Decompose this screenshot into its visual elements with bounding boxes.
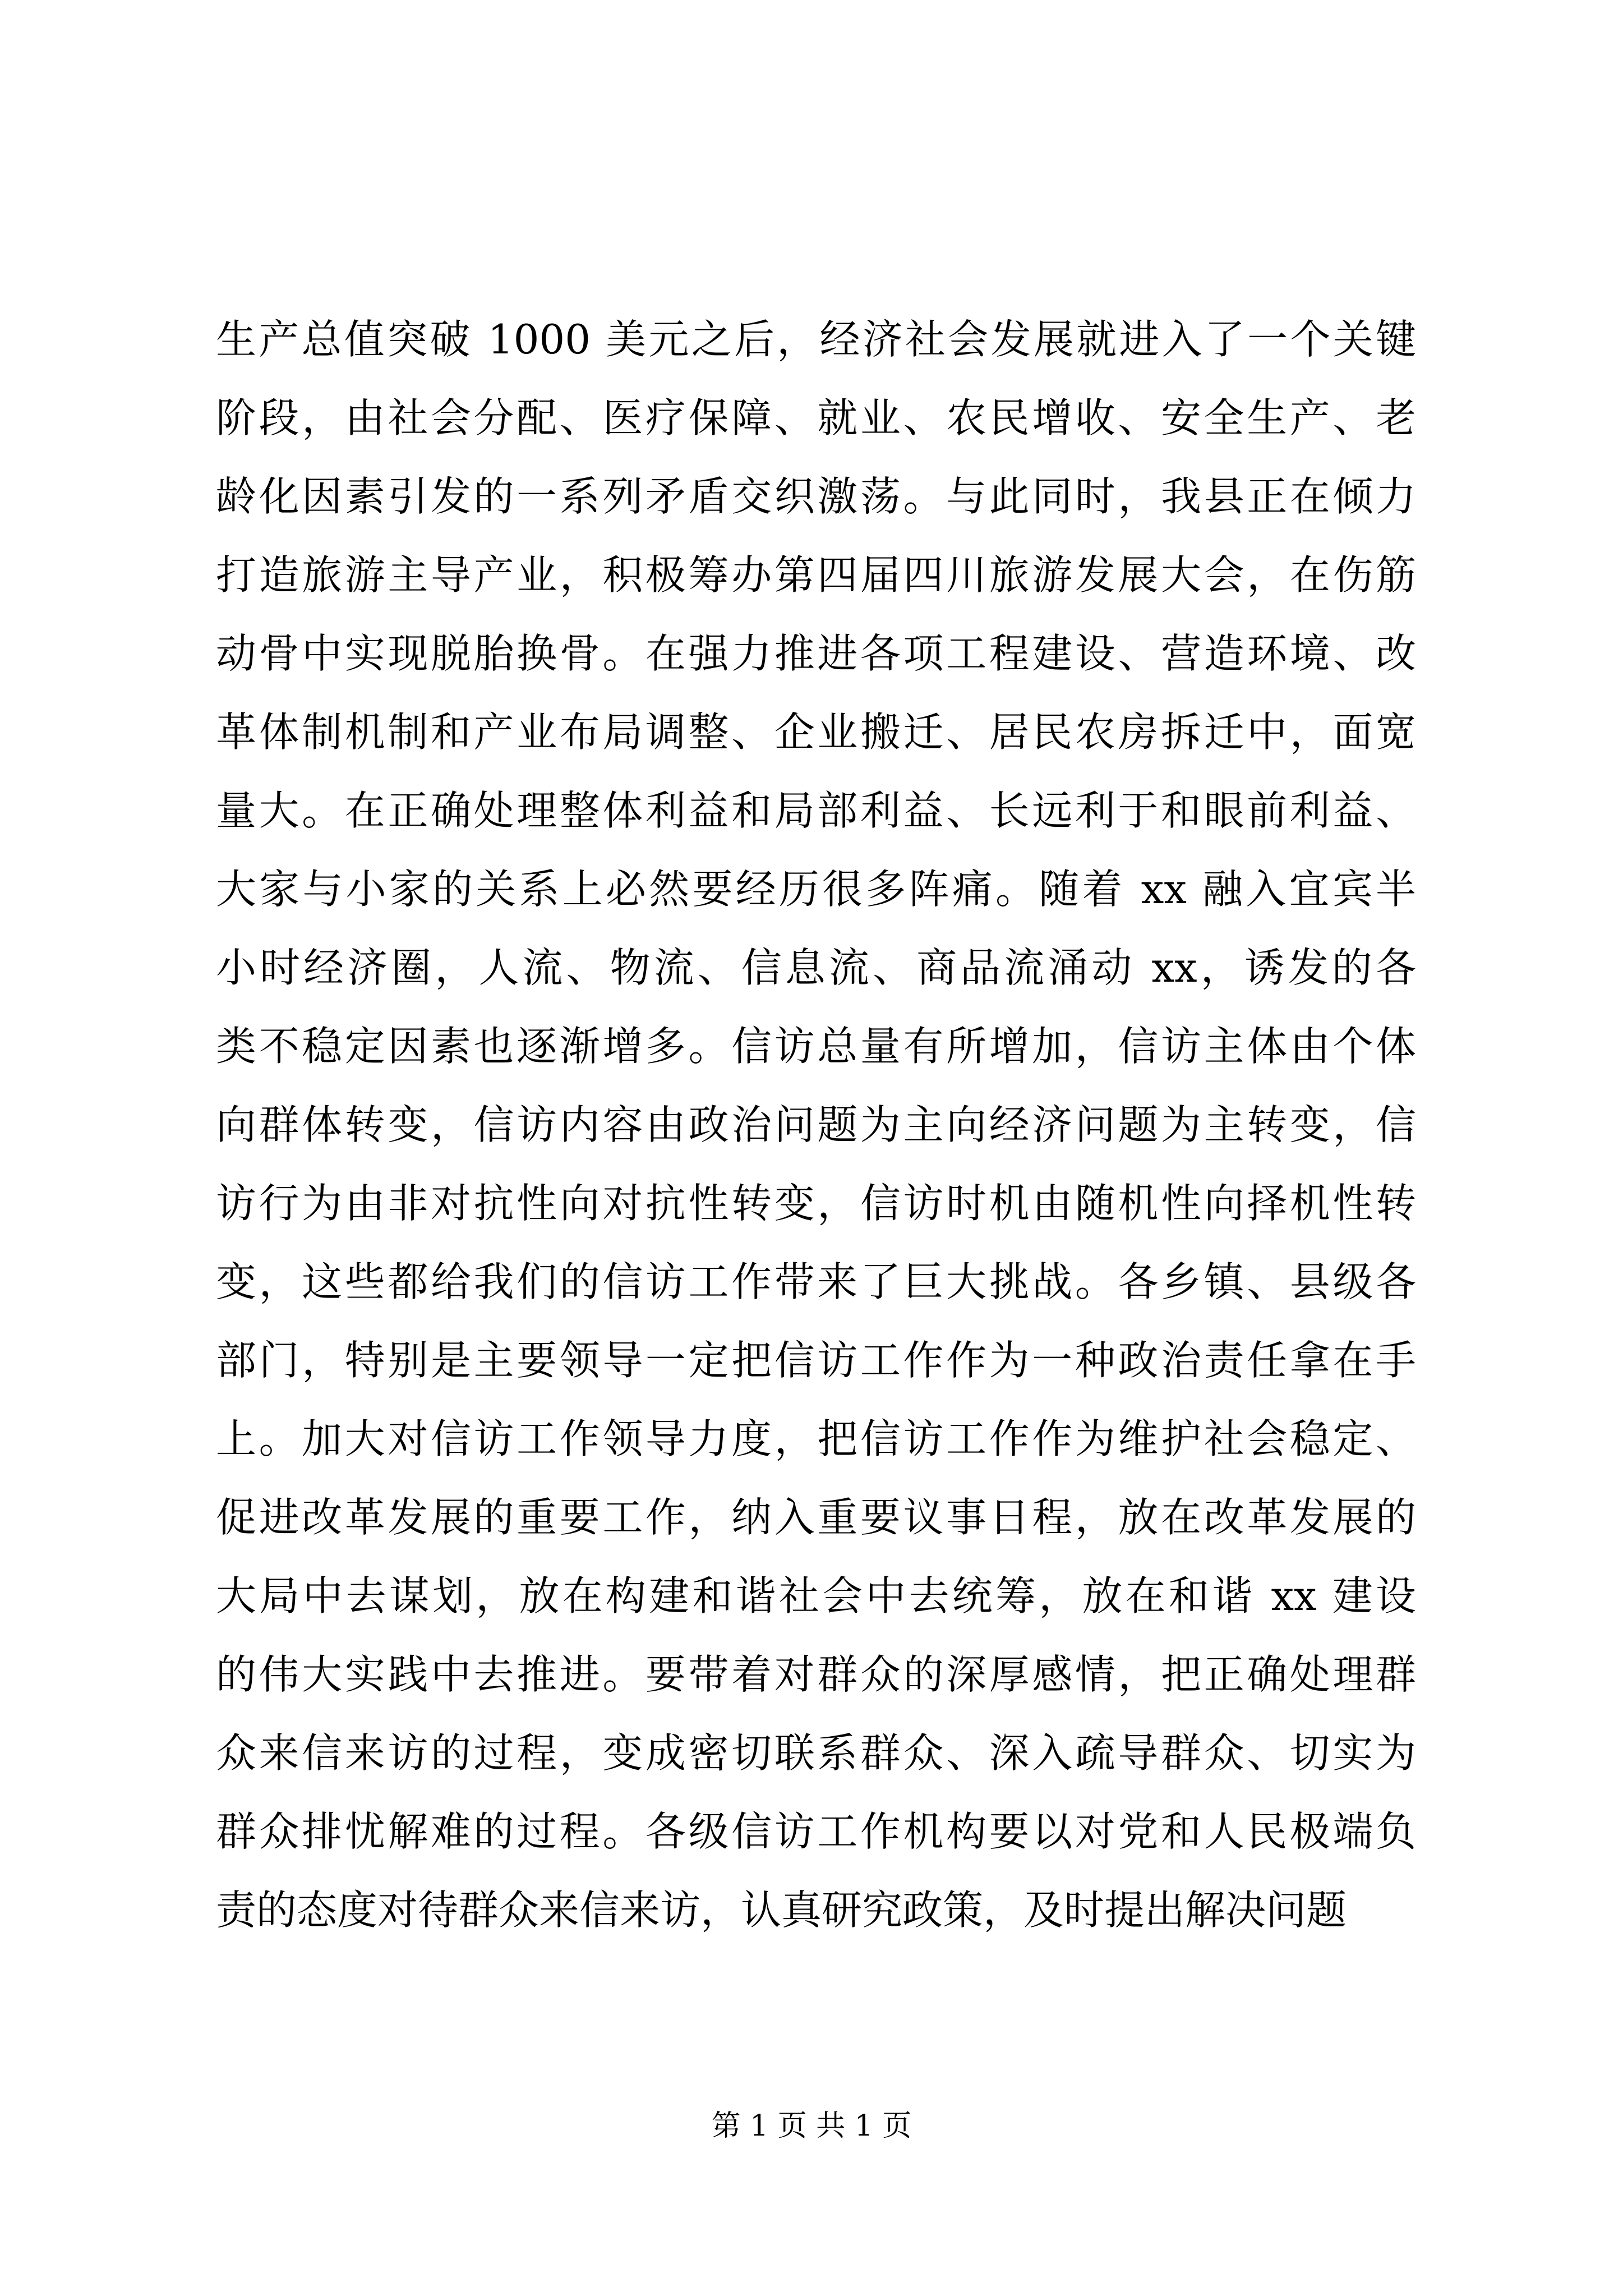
text-line: 促进改革发展的重要工作，纳入重要议事日程，放在改革发展的 bbox=[216, 1494, 1416, 1541]
text-line: 生产总值突破 1000 美元之后，经济社会发展就进入了一个关键 bbox=[216, 316, 1416, 363]
text-line: 量大。在正确处理整体利益和局部利益、长远利于和眼前利益、 bbox=[216, 787, 1416, 834]
text-line: 动骨中实现脱胎换骨。在强力推进各项工程建设、营造环境、改 bbox=[216, 630, 1416, 677]
text-line: 访行为由非对抗性向对抗性转变，信访时机由随机性向择机性转 bbox=[216, 1180, 1416, 1227]
text-line: 群众排忧解难的过程。各级信访工作机构要以对党和人民极端负 bbox=[216, 1808, 1416, 1855]
text-line: 众来信来访的过程，变成密切联系群众、深入疏导群众、切实为 bbox=[216, 1729, 1416, 1777]
text-line: 革体制机制和产业布局调整、企业搬迁、居民农房拆迁中，面宽 bbox=[216, 708, 1416, 756]
text-line: 大局中去谋划，放在构建和谐社会中去统筹，放在和谐 xx 建设 bbox=[216, 1572, 1416, 1619]
body-text bbox=[216, 300, 1416, 1949]
text-line: 阶段，由社会分配、医疗保障、就业、农民增收、安全生产、老 bbox=[216, 394, 1416, 441]
text-line: 类不稳定因素也逐渐增多。信访总量有所增加，信访主体由个体 bbox=[216, 1023, 1416, 1070]
text-line: 部门，特别是主要领导一定把信访工作作为一种政治责任拿在手 bbox=[216, 1337, 1416, 1384]
text-line: 大家与小家的关系上必然要经历很多阵痛。随着 xx 融入宜宾半 bbox=[216, 866, 1416, 913]
page-number-label: 第 1 页 共 1 页 bbox=[711, 2109, 912, 2143]
text-line: 小时经济圈，人流、物流、信息流、商品流涌动 xx，诱发的各 bbox=[216, 944, 1416, 991]
page-footer bbox=[0, 2106, 1623, 2146]
text-line: 打造旅游主导产业，积极筹办第四届四川旅游发展大会，在伤筋 bbox=[216, 551, 1416, 599]
text-line: 变，这些都给我们的信访工作带来了巨大挑战。各乡镇、县级各 bbox=[216, 1258, 1416, 1305]
text-line: 的伟大实践中去推进。要带着对群众的深厚感情，把正确处理群 bbox=[216, 1651, 1416, 1698]
text-line: 龄化因素引发的一系列矛盾交织激荡。与此同时，我县正在倾力 bbox=[216, 473, 1416, 520]
text-line: 上。加大对信访工作领导力度，把信访工作作为维护社会稳定、 bbox=[216, 1415, 1416, 1462]
text-line: 向群体转变，信访内容由政治问题为主向经济问题为主转变，信 bbox=[216, 1101, 1416, 1148]
text-line: 责的态度对待群众来信来访，认真研究政策，及时提出解决问题 bbox=[216, 1887, 1347, 1934]
